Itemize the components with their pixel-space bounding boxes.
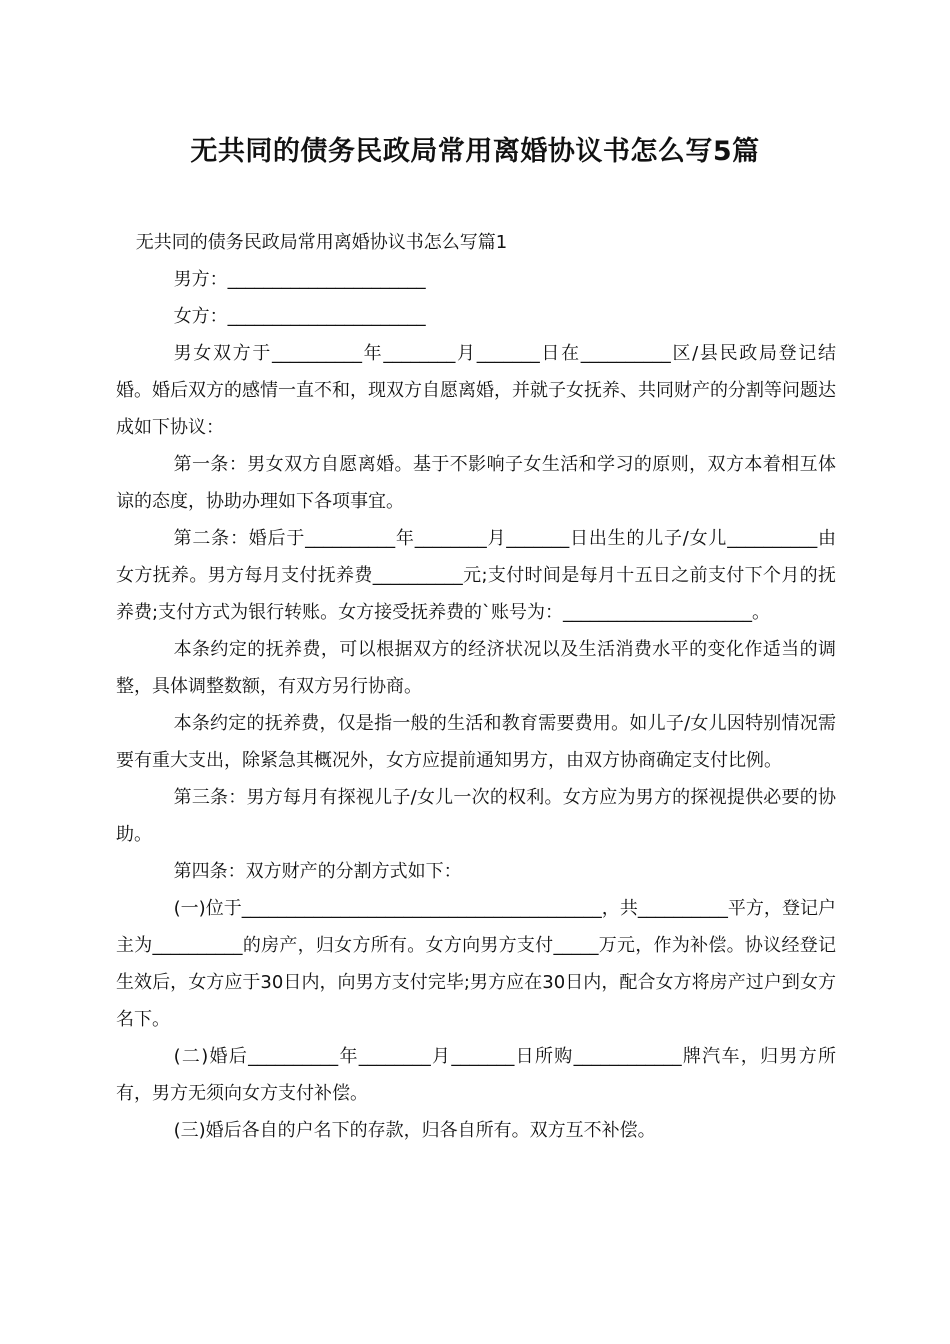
article-4-item-3: (三)婚后各自的户名下的存款，归各自所有。双方互不补偿。 [173,1120,656,1141]
article-2-note-2: 本条约定的抚养费，仅是指一般的生活和教育需要费用。如儿子/女儿因特别情况需要有重大支出，除紧急其概况外，女方应提前通知男方，由双方协商确定支付比例。 [116,713,836,771]
document-title: 无共同的债务民政局常用离婚协议书怎么写5篇 [190,136,760,167]
article-4: 第四条：双方财产的分割方式如下： [173,861,462,882]
document-body [116,224,836,1149]
article-1: 第一条：男女双方自愿离婚。基于不影响子女生活和学习的原则，双方本着相互体谅的态度，协助办理如下各项事宜。 [116,454,836,512]
article-4-item-1: (一)位于________________________________________，共__________平方，登记户主为__________的房产，归女方所有。女方向男方支付_____万元，作为补偿。协议经登记生效后，女方应于30日内，向男方支付完毕;男方应在30日内，配合女方将房产过户到女方名下。 [116,898,836,1030]
article-2-note-1: 本条约定的抚养费，可以根据双方的经济状况以及生活消费水平的变化作适当的调整，具体调整数额，有双方另行协商。 [116,639,836,697]
female-party-field: 女方：______________________ [173,306,426,327]
intro-paragraph: 男女双方于__________年________月_______日在__________区/县民政局登记结婚。婚后双方的感情一直不和，现双方自愿离婚，并就子女抚养、共同财产的分割等问题达成如下协议： [116,343,836,438]
article-2: 第二条：婚后于__________年________月_______日出生的儿子/女儿__________由女方抚养。男方每月支付抚养费__________元;支付时间是每月十五日之前支付下个月的抚养费;支付方式为银行转账。女方接受抚养费的`账号为：_____________________。 [116,528,836,623]
article-4-item-2: (二)婚后__________年________月_______日所购____________牌汽车，归男方所有，男方无须向女方支付补偿。 [116,1046,836,1104]
section-heading: 无共同的债务民政局常用离婚协议书怎么写篇1 [135,232,508,253]
article-3: 第三条：男方每月有探视儿子/女儿一次的权利。女方应为男方的探视提供必要的协助。 [116,787,836,845]
male-party-field: 男方：______________________ [173,269,426,290]
